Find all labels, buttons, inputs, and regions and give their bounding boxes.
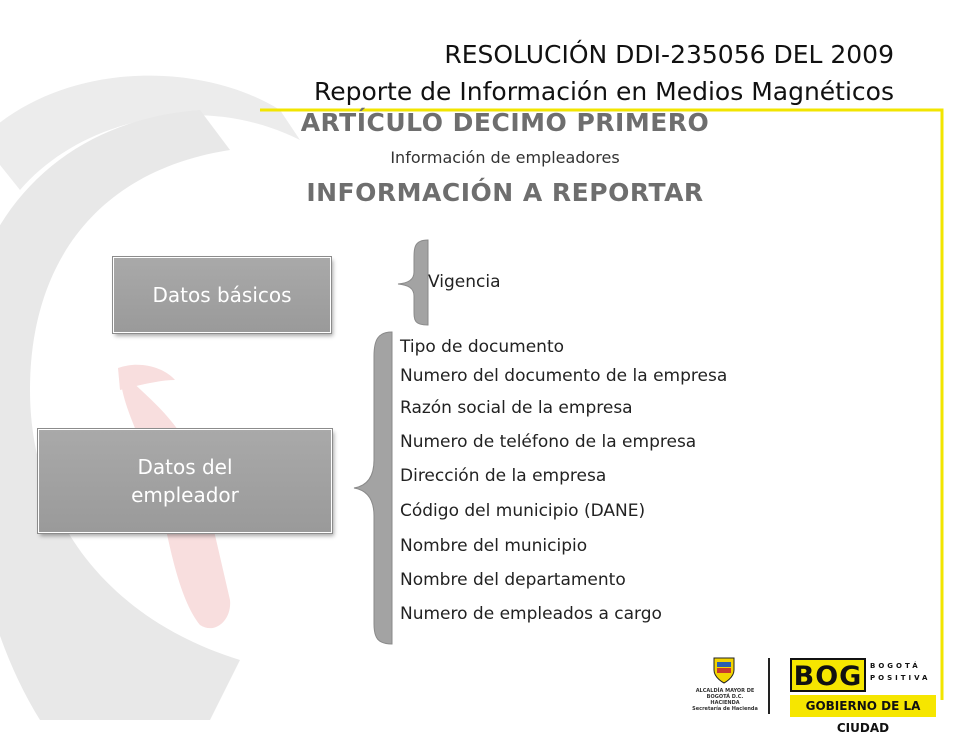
article-title: ARTÍCULO DECIMO PRIMERO — [300, 108, 710, 137]
bogota-positiva-logo — [790, 658, 936, 735]
basic-item-vigencia: Vigencia — [428, 272, 501, 292]
logo-divider — [768, 658, 770, 714]
resolution-header — [314, 36, 894, 110]
employer-item: Numero de teléfono de la empresa — [400, 432, 697, 452]
employer-data-label-line2: empleador — [131, 483, 239, 507]
employer-item: Razón social de la empresa — [400, 398, 633, 418]
article-subtitle: Información de empleadores — [390, 148, 620, 167]
alcaldia-text — [690, 688, 760, 712]
employer-item: Numero del documento de la empresa — [400, 366, 728, 386]
bog-side-text — [870, 660, 930, 684]
coat-of-arms-icon — [712, 656, 736, 684]
report-title: Reporte de Información en Medios Magnéticos — [313, 77, 894, 106]
basic-data-box — [113, 257, 331, 333]
bog-side-line2: POSITIVA — [870, 674, 931, 682]
employer-item: Tipo de documento — [400, 337, 565, 357]
hacienda-label: HACIENDA — [710, 700, 740, 706]
bog-mark: BOG — [790, 658, 866, 692]
employer-item: Nombre del municipio — [400, 536, 588, 556]
employer-item: Código del municipio (DANE) — [400, 501, 646, 521]
employer-data-box — [38, 429, 332, 533]
section-title: INFORMACIÓN A REPORTAR — [306, 178, 704, 207]
footer-logos — [690, 650, 940, 735]
resolution-title: RESOLUCIÓN DDI-235056 DEL 2009 — [444, 40, 894, 69]
alcaldia-name: ALCALDÍA MAYOR DE BOGOTÁ D.C. — [695, 688, 755, 700]
gobierno-bar: GOBIERNO DE LA CIUDAD — [790, 695, 936, 717]
bog-side-line1: BOGOTÁ — [870, 662, 921, 670]
employer-item: Dirección de la empresa — [400, 466, 607, 486]
secretaria-label: Secretaría de Hacienda — [692, 706, 758, 712]
employer-data-label-line1: Datos del — [137, 455, 233, 479]
employer-item: Numero de empleados a cargo — [400, 604, 662, 624]
employer-item: Nombre del departamento — [400, 570, 626, 590]
basic-data-label: Datos básicos — [152, 283, 292, 307]
